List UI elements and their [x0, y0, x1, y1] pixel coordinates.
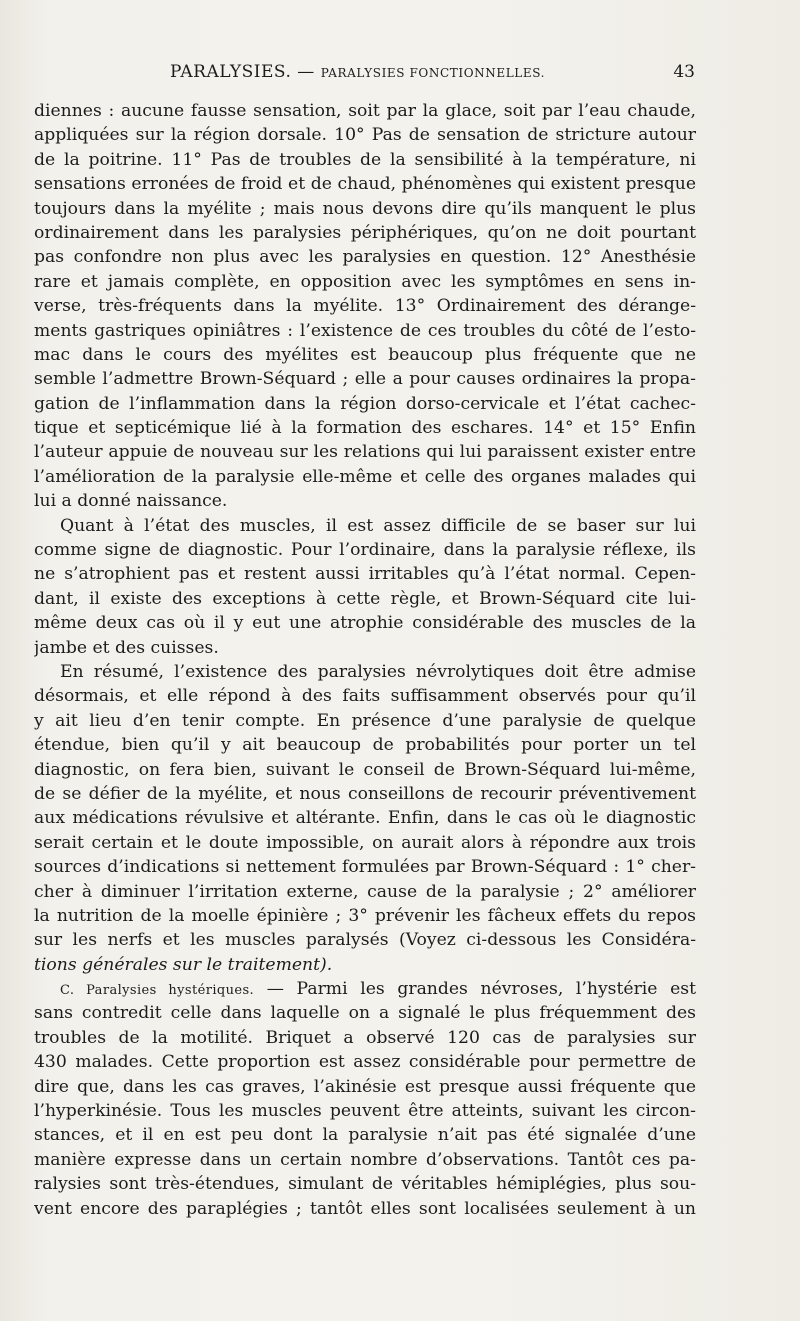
- running-header: [170, 62, 695, 88]
- text-line: En résumé, l’existence des paralysies névrolytiques doit être admise: [60, 661, 696, 682]
- text-line: sur les nerfs et les muscles paralysés (Voyez ci-dessous les Considéra-: [34, 930, 696, 951]
- text-line: ne s’atrophient pas et restent aussi irritables qu’à l’état normal. Cepen-: [34, 564, 696, 585]
- text-line: stances, et il en est peu dont la paralysie n’ait pas été signalée d’une: [34, 1125, 696, 1146]
- text-line: manière expresse dans un certain nombre d’observations. Tantôt ces pa-: [34, 1149, 696, 1170]
- text-line: serait certain et le doute impossible, on aurait alors à répondre aux trois: [34, 832, 696, 853]
- text-fragment: — Parmi les grandes névroses, l’hystérie est: [254, 979, 696, 1000]
- text-line: rare et jamais complète, en opposition avec les symptômes en sens in-: [34, 271, 696, 292]
- text-line: verse, très-fréquents dans la myélite. 13° Ordinairement des dérange-: [34, 296, 696, 317]
- text-line: l’auteur appuie de nouveau sur les relations qui lui paraissent exister entre: [34, 442, 696, 463]
- text-line: ralysies sont très-étendues, simulant de véritables hémiplégies, plus sou-: [34, 1174, 696, 1195]
- text-line: sources d’indications si nettement formulées par Brown-Séquard : 1° cher-: [34, 857, 696, 878]
- text-line: lui a donné naissance.: [34, 491, 228, 512]
- text-line: diennes : aucune fausse sensation, soit par la glace, soit par l’eau chaude,: [34, 101, 696, 121]
- text-line: mac dans le cours des myélites est beaucoup plus fréquente que ne: [34, 344, 696, 365]
- text-line: même deux cas où il y eut une atrophie considérable des muscles de la: [34, 613, 696, 634]
- text-line: vent encore des paraplégies ; tantôt elles sont localisées seulement à un: [34, 1198, 696, 1219]
- text-line: sans contredit celle dans laquelle on a signalé le plus fréquemment des: [34, 1003, 696, 1024]
- text-line: de se défier de la myélite, et nous conseillons de recourir préventivement: [34, 783, 696, 804]
- text-line: troubles de la motilité. Briquet a observé 120 cas de paralysies sur: [34, 1027, 696, 1048]
- text-line: gation de l’inflammation dans la région dorso-cervicale et l’état cachec-: [34, 393, 696, 414]
- text-line: de la poitrine. 11° Pas de troubles de la sensibilité à la température, ni: [34, 149, 696, 170]
- text-line: jambe et des cuisses.: [34, 637, 219, 658]
- paragraph: [34, 99, 696, 514]
- text-line: dant, il existe des exceptions à cette règle, et Brown-Séquard cite lui-: [34, 588, 696, 609]
- text-line: l’hyperkinésie. Tous les muscles peuvent être atteints, suivant les circon-: [34, 1101, 696, 1122]
- text-line: l’amélioration de la paralysie elle-même et celle des organes malades qui: [34, 466, 696, 487]
- running-title: PARALYSIES. — PARALYSIES FONCTIONNELLES.: [170, 62, 545, 82]
- text-line: appliquées sur la région dorsale. 10° Pas de sensation de stricture autour: [34, 125, 696, 146]
- paragraph: [34, 977, 696, 1221]
- text-line: y ait lieu d’en tenir compte. En présence d’une paralysie de quelque: [34, 710, 696, 731]
- text-line: tions générales sur le traitement).: [34, 954, 333, 975]
- text-line: semble l’admettre Brown-Séquard ; elle a pour causes ordinaires la propa-: [34, 369, 696, 390]
- paragraph: [34, 514, 696, 660]
- text-line: désormais, et elle répond à des faits suffisamment observés pour qu’il: [34, 686, 696, 707]
- text-line: diagnostic, on fera bien, suivant le conseil de Brown-Séquard lui-même,: [34, 759, 696, 780]
- text-line: 430 malades. Cette proportion est assez considérable pour permettre de: [34, 1052, 696, 1073]
- page-number: 43: [673, 62, 695, 82]
- text-line: Quant à l’état des muscles, il est assez difficile de se baser sur lui: [60, 515, 696, 536]
- text-line: aux médications révulsive et altérante. Enfin, dans le cas où le diagnostic: [34, 808, 696, 829]
- text-line: dire que, dans les cas graves, l’akinésie est presque aussi fréquente que: [34, 1076, 696, 1097]
- text-line: étendue, bien qu’il y ait beaucoup de probabilités pour porter un tel: [34, 735, 696, 756]
- running-subtitle: PARALYSIES FONCTIONNELLES.: [320, 66, 545, 80]
- text-line: la nutrition de la moelle épinière ; 3° prévenir les fâcheux effets du repos: [34, 905, 696, 926]
- text-line: [34, 977, 696, 1001]
- text-line: sensations erronées de froid et de chaud, phénomènes qui existent presque: [34, 174, 696, 195]
- text-line: ordinairement dans les paralysies périphériques, qu’on ne doit pourtant: [34, 222, 696, 243]
- text-line: pas confondre non plus avec les paralysies en question. 12° Anesthésie: [34, 247, 696, 268]
- text-line: tique et septicémique lié à la formation des eschares. 14° et 15° Enfin: [34, 418, 696, 439]
- text-line: ments gastriques opiniâtres : l’existence de ces troubles du côté de l’esto-: [34, 320, 696, 341]
- paragraph: [34, 660, 696, 977]
- body-text: [34, 99, 696, 1221]
- text-line: comme signe de diagnostic. Pour l’ordinaire, dans la paralysie réflexe, ils: [34, 540, 696, 561]
- section-label: C. Paralysies hystériques.: [60, 983, 255, 999]
- text-line: toujours dans la myélite ; mais nous devons dire qu’ils manquent le plus: [34, 198, 696, 219]
- text-line: cher à diminuer l’irritation externe, cause de la paralysie ; 2° améliorer: [34, 881, 696, 902]
